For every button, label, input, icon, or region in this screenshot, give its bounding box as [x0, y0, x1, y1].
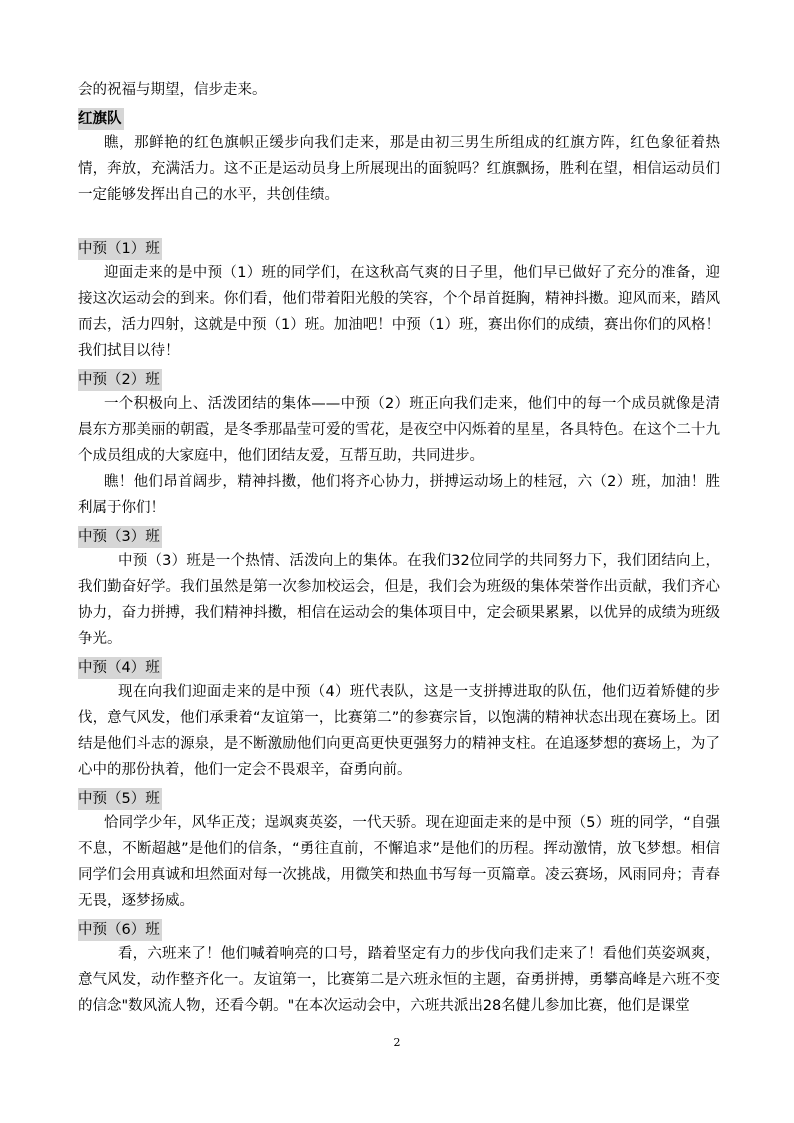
section-redflag [78, 105, 720, 130]
paragraph: 瞧！他们昂首阔步，精神抖擞，他们将齐心协力，拼搏运动场上的桂冠，六（2）班，加油！胜利属于你们！ [78, 474, 720, 516]
page-number: 2 [393, 1036, 401, 1049]
section-heading: 红旗队 [78, 108, 124, 130]
paragraph: 迎面走来的是中预（1）班的同学们，在这秋高气爽的日子里，他们早已做好了充分的准备，迎接这次运动会的到来。你们看，他们带着阳光般的笑容，个个昂首挺胸，精神抖擞。迎风而来，踏风而去，活力四射，这就是中预（1）班。加油吧！中预（1）班，赛出你们的成绩，赛出你们的风格！我们拭目以待！ [78, 265, 720, 359]
section-heading: 中预（6）班 [78, 919, 162, 941]
section-class-3 [78, 523, 720, 548]
document-page [78, 78, 720, 1019]
paragraph: 恰同学少年，风华正茂；逞飒爽英姿，一代天骄。现在迎面走来的是中预（5）班的同学，“自强不息，不断超越”是他们的信条，“勇往直前，不懈追求”是他们的历程。挥动激情，放飞梦想。相信同学们会用真诚和坦然面对每一次挑战，用微笑和热血书写每一页篇章。凌云赛场，风雨同舟；青春无畏，逐梦扬威。 [78, 815, 720, 909]
paragraph: 看，六班来了！他们喊着响亮的口号，踏着坚定有力的步伐向我们走来了！看他们英姿飒爽，意气风发，动作整齐化一。友谊第一，比赛第二是六班永恒的主题，奋勇拼搏，勇攀高峰是六班不变的信念"数风流人物，还看今朝。"在本次运动会中，六班共派出28名健儿参加比赛，他们是课堂 [78, 946, 720, 1014]
section-heading: 中预（3）班 [78, 526, 162, 548]
paragraph: 现在向我们迎面走来的是中预（4）班代表队，这是一支拼搏进取的队伍，他们迈着矫健的步伐，意气风发，他们承秉着“友谊第一，比赛第二”的参赛宗旨，以饱满的精神状态出现在赛场上。团结是他们斗志的源泉，是不断激励他们向更高更快更强努力的精神支柱。在追逐梦想的赛场上，为了心中的那份执着，他们一定会不畏艰辛，奋勇向前。 [78, 684, 720, 778]
section-heading: 中预（2）班 [78, 369, 162, 391]
section-heading: 中预（1）班 [78, 238, 162, 260]
section-heading: 中预（4）班 [78, 657, 162, 679]
intro-line: 会的祝福与期望，信步走来。 [78, 82, 267, 98]
paragraph: 瞧，那鲜艳的红色旗帜正缓步向我们走来，那是由初三男生所组成的红旗方阵，红色象征着热情，奔放，充满活力。这不正是运动员身上所展现出的面貌吗？红旗飘扬，胜利在望，相信运动员们一定能够发挥出自己的水平，共创佳绩。 [78, 135, 720, 203]
blank-line [78, 208, 720, 233]
section-class-5 [78, 785, 720, 810]
section-class-1 [78, 235, 720, 260]
paragraph: 一个积极向上、活泼团结的集体——中预（2）班正向我们走来，他们中的每一个成员就像是清晨东方那美丽的朝霞，是冬季那晶莹可爱的雪花，是夜空中闪烁着的星星，各具特色。在这个二十九个成员组成的大家庭中，他们团结友爱，互帮互助，共同进步。 [78, 396, 720, 464]
section-class-4 [78, 654, 720, 679]
section-class-2 [78, 366, 720, 391]
paragraph: 中预（3）班是一个热情、活泼向上的集体。在我们32位同学的共同努力下，我们团结向上，我们勤奋好学。我们虽然是第一次参加校运会，但是，我们会为班级的集体荣誉作出贡献，我们齐心协力，奋力拼搏，我们精神抖擞，相信在运动会的集体项目中，定会硕果累累，以优异的成绩为班级争光。 [78, 553, 720, 647]
section-heading: 中预（5）班 [78, 788, 162, 810]
section-class-6 [78, 916, 720, 941]
